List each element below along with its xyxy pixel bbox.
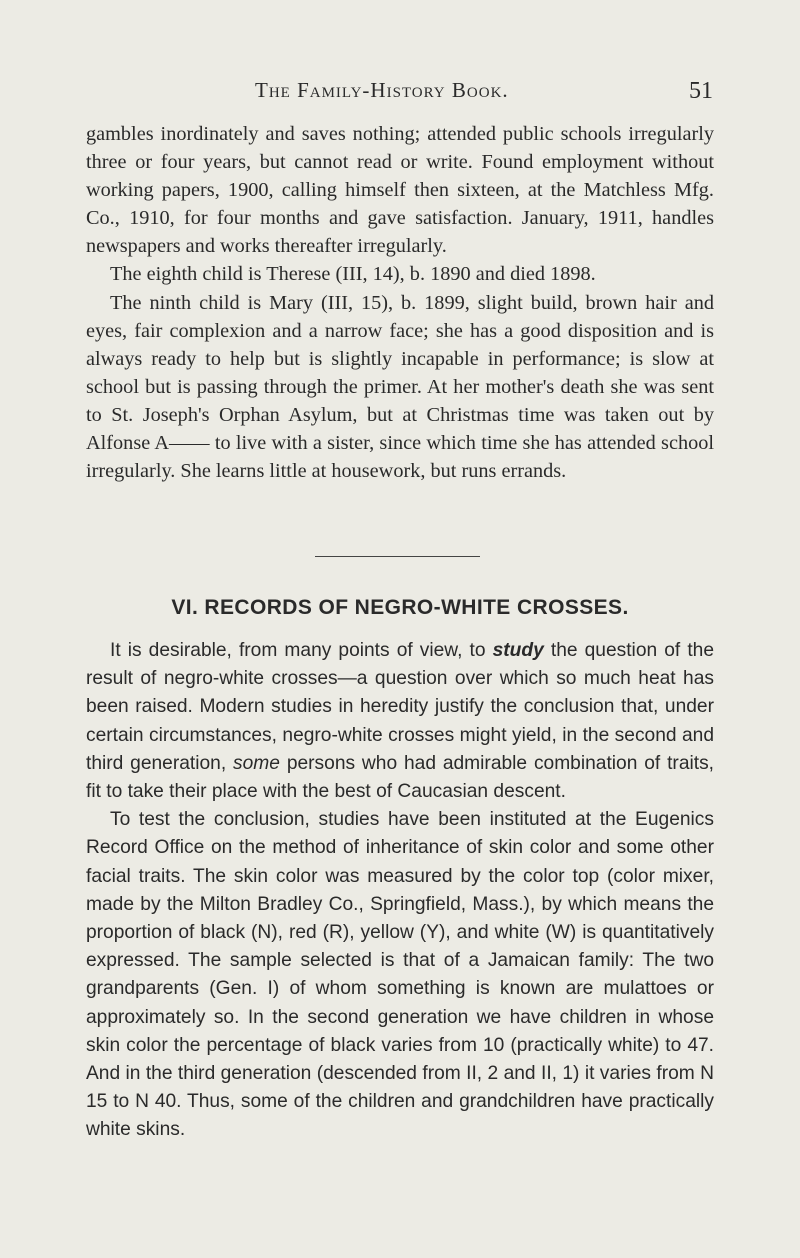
text-block-section-vi [86,637,714,1145]
paragraph-eighth-child: The eighth child is Therese (III, 14), b. 1890 and died 1898. [110,263,596,286]
text-run: the question of the result of negro-white crosses—a question over which so much heat has been raised. Modern studies in heredity justify the conclusion that, under certain circumstances, negro-white crosses might yield, in the second and third generation, [86,640,714,774]
paragraph-continued: gambles inordinately and saves nothing; attended public schools irregularly three or four years, but cannot read or write. Found employment without working papers, 1900, calling himself then sixteen, at the Matchless Mfg. Co., 1910, for four months and gave satisfaction. January, 1911, handles newspapers and works thereafter irregularly. [86,123,714,258]
paragraph-ninth-child: The ninth child is Mary (III, 15), b. 1899, slight build, brown hair and eyes, fair complexion and a narrow face; she has a good disposition and is always ready to help but is slightly incapable in performance; is slow at school but is passing through the primer. At her mother's death she was sent to St. Joseph's Orphan Asylum, but at Christmas time was taken out by Alfonse A—— to live with a sister, since which time she has attended school irregularly. She learns little at housework, but runs errands. [86,291,714,483]
page-number: 51 [689,78,713,104]
emphasis-study: study [492,640,544,661]
page-header [0,78,800,112]
text-block-continuation [86,120,714,485]
paragraph-desirable [86,637,714,806]
section-heading: VI. RECORDS OF NEGRO-WHITE CROSSES. [171,596,629,619]
text-run: persons who had admirable combination of traits, fit to take their place with the best of Caucasian descent. [86,752,715,803]
text-run: It is desirable, from many points of view, to [110,640,493,661]
emphasis-some: some [233,752,280,774]
running-title: The Family-History Book. [255,78,509,102]
section-divider [315,556,480,557]
paragraph-test-conclusion: To test the conclusion, studies have been instituted at the Eugenics Record Office on the method of inheritance of skin color and some other facial traits. The skin color was measured by the color top (color mixer, made by the Milton Bradley Co., Springfield, Mass.), by which means the proportion of black (N), red (R), yellow (Y), and white (W) is quantitatively expressed. The sample selected is that of a Jamaican family: The two grandparents (Gen. I) of whom something is known are mulattoes or approximately so. In the second generation we have children in whose skin color the percentage of black varies from 10 (practically white) to 47. And in the third generation (descended from II, 2 and II, 1) it varies from N 15 to N 40. Thus, some of the children and grandchildren have practically white skins. [86,809,714,1141]
